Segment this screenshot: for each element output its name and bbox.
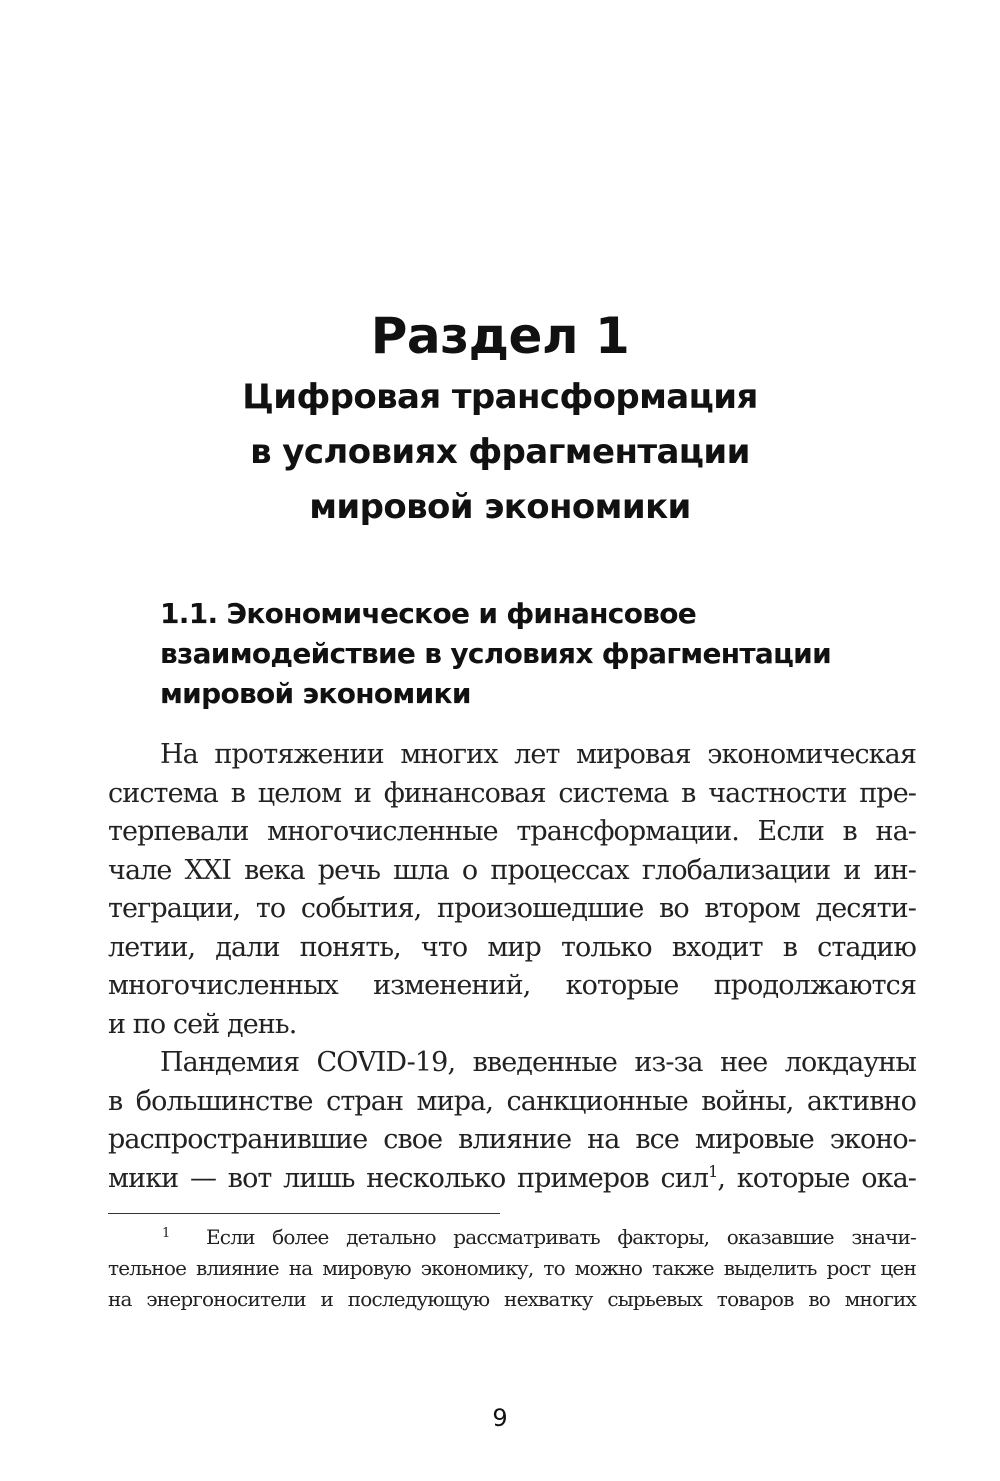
paragraph-1-line: чале XXI века речь шла о процессах глобализации и ин- [108, 854, 916, 886]
footnote-text: Если более детально рассматривать факторы, оказавшие значи- [206, 1225, 916, 1249]
footnote-reference[interactable]: 1 [708, 1161, 718, 1181]
part-subtitle-line: мировой экономики [309, 487, 691, 527]
section-heading-line: 1.1. Экономическое и финансовое [160, 597, 697, 630]
section-heading-line: взаимодействие в условиях фрагментации [160, 637, 832, 670]
paragraph-2-text: мики — вот лишь несколько примеров сил [108, 1162, 709, 1194]
paragraph-1-line: теграции, то события, произошедшие во втором десяти- [108, 893, 916, 924]
section-heading [160, 594, 960, 714]
footnote-line [108, 1222, 916, 1253]
paragraph-2-line: Пандемия COVID-19, введенные из-за нее локдауны [160, 1047, 916, 1078]
footnote-line: на энергоносители и последующую нехватку сырьевых товаров во многих [108, 1287, 916, 1311]
part-subtitle-line: в условиях фрагментации [250, 432, 750, 472]
body-text [108, 736, 916, 1198]
paragraph-1-line: и по сей день. [108, 1008, 297, 1040]
paragraph-1-line: многочисленных изменений, которые продолжаются [108, 970, 916, 1001]
footnote-line: тельное влияние на мировую экономику, то можно также выделить рост цен [108, 1256, 916, 1280]
footnote-divider [108, 1213, 500, 1214]
footnote [108, 1222, 916, 1315]
section-heading-line: мировой экономики [160, 677, 471, 710]
paragraph-1-line: терпевали многочисленные трансформации. Если в на- [108, 816, 916, 847]
part-subtitle-line: Цифровая трансформация [242, 377, 758, 417]
footnote-marker: 1 [162, 1226, 170, 1241]
paragraph-2-line: в большинстве стран мира, санкционные войны, активно [108, 1085, 916, 1117]
paragraph-1-line: летии, дали понять, что мир только входит в стадию [108, 931, 916, 963]
page-number: 9 [492, 1404, 508, 1432]
paragraph-2-line: распространившие свое влияние на все мировые эконо- [108, 1124, 916, 1155]
part-subtitle [0, 370, 1000, 535]
paragraph-2-text: , которые ока- [717, 1162, 916, 1194]
paragraph-1-line: На протяжении многих лет мировая экономическая [160, 739, 916, 770]
paragraph-2-line [108, 1160, 916, 1199]
paragraph-1-line: система в целом и финансовая система в частности пре- [108, 777, 916, 809]
part-title: Раздел 1 [370, 307, 630, 365]
